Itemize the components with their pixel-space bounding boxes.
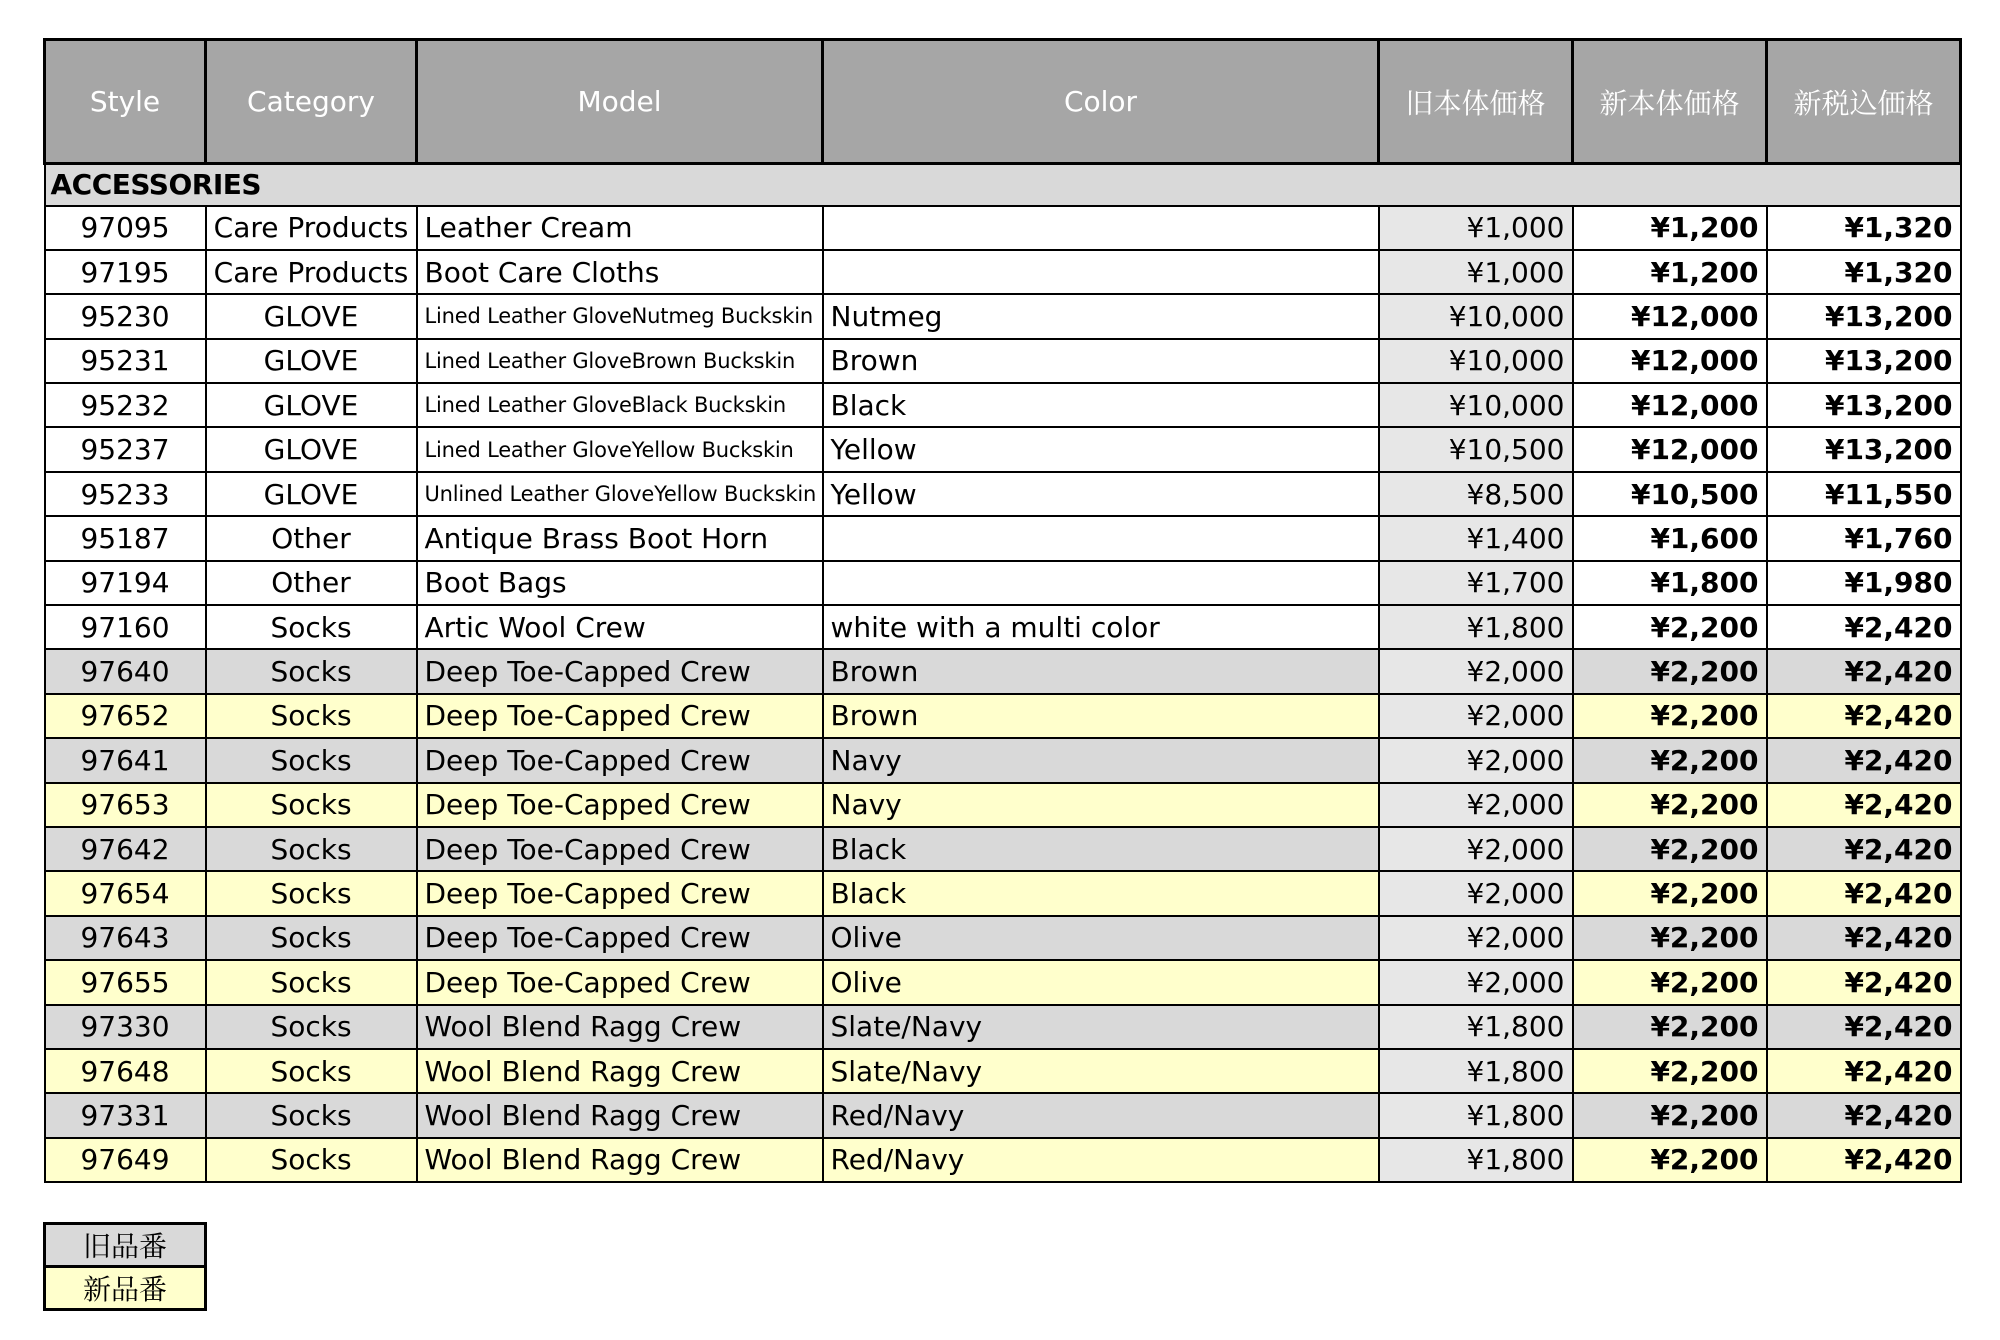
cell-old-price: ¥10,500	[1379, 427, 1573, 471]
cell-category: Care Products	[206, 250, 417, 294]
cell-old-price: ¥1,800	[1379, 1138, 1573, 1182]
cell-color: Brown	[823, 649, 1379, 693]
table-row	[45, 1138, 1961, 1182]
cell-old-price: ¥8,500	[1379, 472, 1573, 516]
table-row	[45, 383, 1961, 427]
table-row	[45, 250, 1961, 294]
cell-old-price: ¥1,700	[1379, 561, 1573, 605]
header-category: Category	[206, 40, 417, 164]
cell-new-tax-price: ¥13,200	[1767, 339, 1961, 383]
cell-style: 97330	[45, 1005, 206, 1049]
cell-new-price: ¥2,200	[1573, 1093, 1767, 1137]
cell-category: GLOVE	[206, 294, 417, 338]
cell-color: Red/Navy	[823, 1138, 1379, 1182]
cell-old-price: ¥1,000	[1379, 250, 1573, 294]
cell-style: 97195	[45, 250, 206, 294]
cell-category: Socks	[206, 871, 417, 915]
cell-model: Lined Leather GloveBlack Buckskin	[417, 383, 823, 427]
table-body	[45, 164, 1961, 1183]
table-row	[45, 427, 1961, 471]
table-row	[45, 1005, 1961, 1049]
table-row	[45, 516, 1961, 560]
cell-color: Navy	[823, 738, 1379, 782]
cell-new-price: ¥2,200	[1573, 605, 1767, 649]
cell-old-price: ¥2,000	[1379, 827, 1573, 871]
cell-color	[823, 561, 1379, 605]
cell-category: GLOVE	[206, 339, 417, 383]
legend-new-item: 新品番	[45, 1267, 206, 1310]
legend-new-row	[45, 1267, 206, 1310]
cell-old-price: ¥1,800	[1379, 1049, 1573, 1093]
cell-old-price: ¥10,000	[1379, 294, 1573, 338]
cell-new-price: ¥2,200	[1573, 694, 1767, 738]
cell-category: Socks	[206, 827, 417, 871]
table-row	[45, 649, 1961, 693]
cell-color: Olive	[823, 960, 1379, 1004]
cell-new-price: ¥2,200	[1573, 960, 1767, 1004]
cell-category: Socks	[206, 738, 417, 782]
cell-color: Navy	[823, 783, 1379, 827]
cell-old-price: ¥1,800	[1379, 1005, 1573, 1049]
cell-new-tax-price: ¥1,320	[1767, 250, 1961, 294]
cell-style: 97095	[45, 206, 206, 250]
table-row	[45, 294, 1961, 338]
legend-old-row	[45, 1224, 206, 1267]
cell-new-tax-price: ¥2,420	[1767, 827, 1961, 871]
cell-new-tax-price: ¥13,200	[1767, 427, 1961, 471]
cell-category: Socks	[206, 783, 417, 827]
cell-model: Wool Blend Ragg Crew	[417, 1093, 823, 1137]
cell-model: Deep Toe-Capped Crew	[417, 916, 823, 960]
cell-style: 97652	[45, 694, 206, 738]
cell-color	[823, 250, 1379, 294]
cell-model: Deep Toe-Capped Crew	[417, 738, 823, 782]
cell-model: Deep Toe-Capped Crew	[417, 649, 823, 693]
cell-new-price: ¥1,600	[1573, 516, 1767, 560]
cell-color	[823, 516, 1379, 560]
table-row	[45, 916, 1961, 960]
cell-model: Deep Toe-Capped Crew	[417, 783, 823, 827]
cell-style: 97648	[45, 1049, 206, 1093]
cell-old-price: ¥10,000	[1379, 383, 1573, 427]
cell-new-price: ¥12,000	[1573, 339, 1767, 383]
cell-color: Yellow	[823, 427, 1379, 471]
cell-category: Socks	[206, 1049, 417, 1093]
cell-old-price: ¥10,000	[1379, 339, 1573, 383]
cell-new-price: ¥2,200	[1573, 1138, 1767, 1182]
cell-color: Red/Navy	[823, 1093, 1379, 1137]
cell-new-price: ¥2,200	[1573, 827, 1767, 871]
header-color: Color	[823, 40, 1379, 164]
legend-old-item: 旧品番	[45, 1224, 206, 1267]
cell-new-tax-price: ¥2,420	[1767, 960, 1961, 1004]
cell-style: 97194	[45, 561, 206, 605]
table-row	[45, 472, 1961, 516]
cell-new-tax-price: ¥2,420	[1767, 1093, 1961, 1137]
cell-style: 97642	[45, 827, 206, 871]
cell-new-price: ¥1,200	[1573, 250, 1767, 294]
table-row	[45, 1049, 1961, 1093]
header-style: Style	[45, 40, 206, 164]
cell-style: 97649	[45, 1138, 206, 1182]
cell-new-tax-price: ¥2,420	[1767, 783, 1961, 827]
cell-new-tax-price: ¥2,420	[1767, 1138, 1961, 1182]
cell-old-price: ¥2,000	[1379, 694, 1573, 738]
cell-color: Brown	[823, 694, 1379, 738]
cell-new-tax-price: ¥2,420	[1767, 605, 1961, 649]
cell-new-price: ¥2,200	[1573, 649, 1767, 693]
cell-model: Leather Cream	[417, 206, 823, 250]
cell-color: Slate/Navy	[823, 1005, 1379, 1049]
cell-new-tax-price: ¥1,320	[1767, 206, 1961, 250]
table-row	[45, 339, 1961, 383]
cell-model: Lined Leather GloveNutmeg Buckskin	[417, 294, 823, 338]
cell-category: Socks	[206, 694, 417, 738]
cell-model: Lined Leather GloveBrown Buckskin	[417, 339, 823, 383]
cell-category: Socks	[206, 649, 417, 693]
cell-old-price: ¥2,000	[1379, 649, 1573, 693]
cell-new-tax-price: ¥2,420	[1767, 694, 1961, 738]
table-row	[45, 694, 1961, 738]
cell-style: 97640	[45, 649, 206, 693]
cell-model: Artic Wool Crew	[417, 605, 823, 649]
price-table	[43, 38, 1962, 1183]
cell-style: 97160	[45, 605, 206, 649]
cell-old-price: ¥2,000	[1379, 871, 1573, 915]
cell-category: GLOVE	[206, 427, 417, 471]
cell-old-price: ¥1,800	[1379, 1093, 1573, 1137]
header-new-price: 新本体価格	[1573, 40, 1767, 164]
cell-model: Boot Care Cloths	[417, 250, 823, 294]
cell-new-tax-price: ¥2,420	[1767, 738, 1961, 782]
cell-category: Socks	[206, 916, 417, 960]
cell-model: Wool Blend Ragg Crew	[417, 1138, 823, 1182]
table-row	[45, 783, 1961, 827]
cell-new-price: ¥12,000	[1573, 383, 1767, 427]
header-old-price: 旧本体価格	[1379, 40, 1573, 164]
cell-new-price: ¥2,200	[1573, 783, 1767, 827]
cell-category: Socks	[206, 1138, 417, 1182]
cell-style: 95231	[45, 339, 206, 383]
cell-style: 95237	[45, 427, 206, 471]
cell-color: Brown	[823, 339, 1379, 383]
cell-category: Socks	[206, 1093, 417, 1137]
cell-color: Black	[823, 383, 1379, 427]
cell-color: Nutmeg	[823, 294, 1379, 338]
cell-new-price: ¥2,200	[1573, 1005, 1767, 1049]
cell-new-tax-price: ¥2,420	[1767, 1005, 1961, 1049]
section-label: ACCESSORIES	[45, 164, 1961, 206]
cell-style: 97655	[45, 960, 206, 1004]
cell-style: 95233	[45, 472, 206, 516]
cell-style: 95187	[45, 516, 206, 560]
cell-old-price: ¥2,000	[1379, 738, 1573, 782]
cell-model: Boot Bags	[417, 561, 823, 605]
cell-new-tax-price: ¥11,550	[1767, 472, 1961, 516]
cell-old-price: ¥1,400	[1379, 516, 1573, 560]
legend	[43, 1222, 207, 1311]
header-model: Model	[417, 40, 823, 164]
cell-old-price: ¥1,000	[1379, 206, 1573, 250]
cell-model: Unlined Leather GloveYellow Buckskin	[417, 472, 823, 516]
cell-category: Socks	[206, 605, 417, 649]
cell-category: Socks	[206, 1005, 417, 1049]
table-row	[45, 960, 1961, 1004]
cell-new-price: ¥1,200	[1573, 206, 1767, 250]
table-row	[45, 561, 1961, 605]
cell-new-price: ¥2,200	[1573, 1049, 1767, 1093]
cell-style: 97331	[45, 1093, 206, 1137]
cell-category: GLOVE	[206, 383, 417, 427]
cell-new-price: ¥2,200	[1573, 738, 1767, 782]
cell-new-tax-price: ¥2,420	[1767, 916, 1961, 960]
cell-style: 97643	[45, 916, 206, 960]
cell-old-price: ¥1,800	[1379, 605, 1573, 649]
cell-color: Yellow	[823, 472, 1379, 516]
cell-style: 95232	[45, 383, 206, 427]
cell-category: Other	[206, 516, 417, 560]
cell-color	[823, 206, 1379, 250]
cell-color: Slate/Navy	[823, 1049, 1379, 1093]
header-row	[45, 40, 1961, 164]
cell-new-price: ¥2,200	[1573, 916, 1767, 960]
cell-model: Deep Toe-Capped Crew	[417, 827, 823, 871]
cell-new-price: ¥2,200	[1573, 871, 1767, 915]
cell-new-price: ¥12,000	[1573, 427, 1767, 471]
cell-model: Deep Toe-Capped Crew	[417, 694, 823, 738]
table-row	[45, 605, 1961, 649]
cell-model: Deep Toe-Capped Crew	[417, 960, 823, 1004]
cell-new-tax-price: ¥13,200	[1767, 294, 1961, 338]
cell-style: 95230	[45, 294, 206, 338]
cell-category: Socks	[206, 960, 417, 1004]
cell-old-price: ¥2,000	[1379, 960, 1573, 1004]
cell-old-price: ¥2,000	[1379, 916, 1573, 960]
cell-new-price: ¥12,000	[1573, 294, 1767, 338]
cell-color: Black	[823, 871, 1379, 915]
cell-new-price: ¥10,500	[1573, 472, 1767, 516]
cell-new-tax-price: ¥2,420	[1767, 1049, 1961, 1093]
table-row	[45, 871, 1961, 915]
cell-model: Antique Brass Boot Horn	[417, 516, 823, 560]
section-row	[45, 164, 1961, 206]
cell-new-tax-price: ¥1,760	[1767, 516, 1961, 560]
table-row	[45, 738, 1961, 782]
cell-new-tax-price: ¥2,420	[1767, 649, 1961, 693]
cell-color: white with a multi color	[823, 605, 1379, 649]
table-row	[45, 827, 1961, 871]
cell-category: GLOVE	[206, 472, 417, 516]
cell-style: 97653	[45, 783, 206, 827]
cell-category: Care Products	[206, 206, 417, 250]
cell-new-tax-price: ¥1,980	[1767, 561, 1961, 605]
cell-new-tax-price: ¥2,420	[1767, 871, 1961, 915]
cell-model: Lined Leather GloveYellow Buckskin	[417, 427, 823, 471]
cell-model: Wool Blend Ragg Crew	[417, 1049, 823, 1093]
cell-category: Other	[206, 561, 417, 605]
cell-old-price: ¥2,000	[1379, 783, 1573, 827]
table-row	[45, 1093, 1961, 1137]
header-new-tax-price: 新税込価格	[1767, 40, 1961, 164]
cell-color: Black	[823, 827, 1379, 871]
table-row	[45, 206, 1961, 250]
cell-model: Deep Toe-Capped Crew	[417, 871, 823, 915]
cell-new-tax-price: ¥13,200	[1767, 383, 1961, 427]
cell-model: Wool Blend Ragg Crew	[417, 1005, 823, 1049]
cell-style: 97641	[45, 738, 206, 782]
cell-style: 97654	[45, 871, 206, 915]
cell-new-price: ¥1,800	[1573, 561, 1767, 605]
cell-color: Olive	[823, 916, 1379, 960]
